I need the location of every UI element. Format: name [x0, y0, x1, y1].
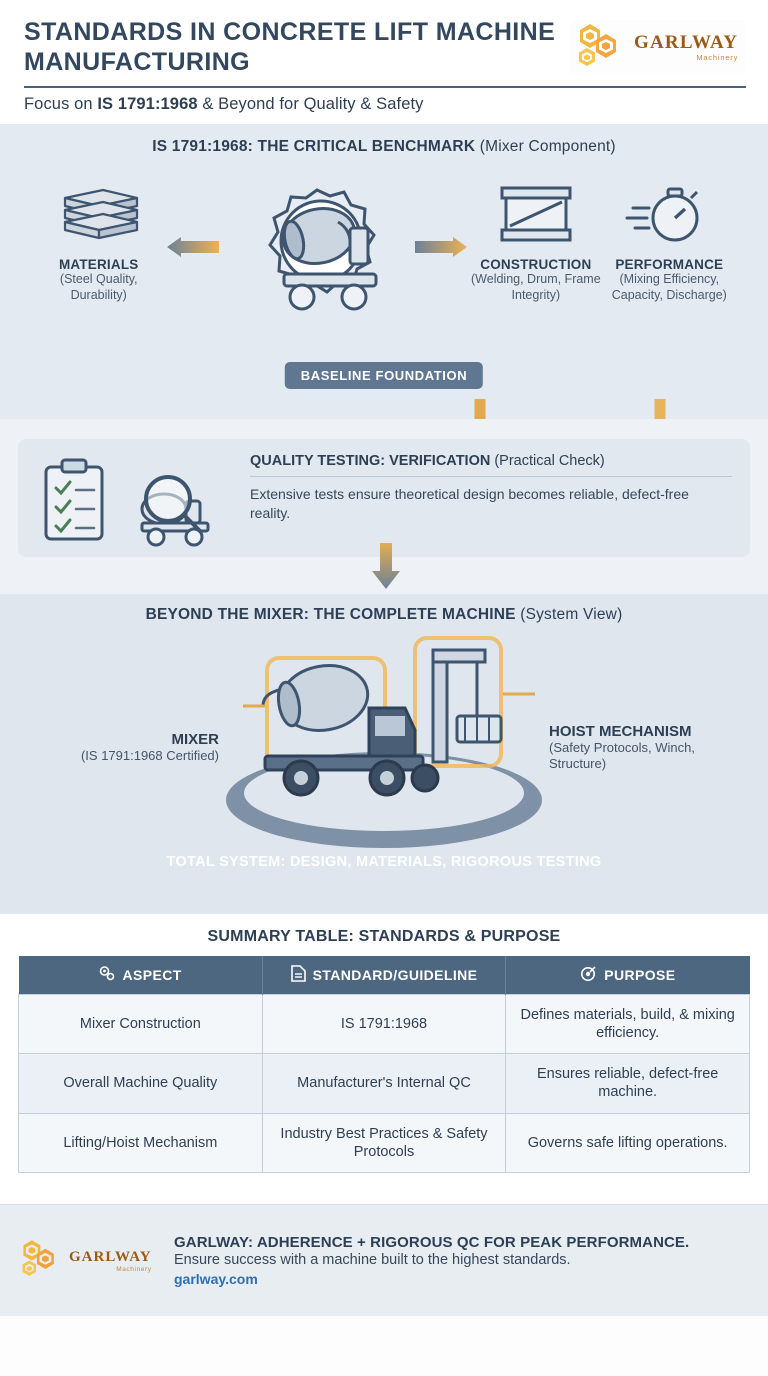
cell-aspect: Lifting/Hoist Mechanism [19, 1113, 263, 1172]
header-divider [24, 86, 746, 88]
footer-hexagon-logo-icon [20, 1238, 64, 1283]
cell-standard: Manufacturer's Internal QC [262, 1054, 506, 1113]
logo-text [634, 33, 738, 62]
stopwatch-icon [623, 235, 715, 252]
quality-title-bold: QUALITY TESTING: VERIFICATION [250, 453, 491, 469]
down-arrow-icon [369, 543, 403, 596]
footer [0, 1204, 768, 1316]
logo-tagline: Machinery [696, 52, 739, 62]
document-icon [291, 965, 306, 985]
column-header-aspect-label: ASPECT [122, 967, 182, 983]
hexagon-logo-icon [576, 22, 628, 73]
table-row [19, 995, 750, 1054]
footer-website-link[interactable]: garlway.com [174, 1271, 258, 1287]
cell-standard: Industry Best Practices & Safety Protocols [262, 1113, 506, 1172]
table-body [19, 995, 750, 1173]
card-divider [250, 476, 732, 477]
hoist-desc: (Safety Protocols, Winch, Structure) [549, 739, 695, 771]
machine-row [0, 624, 768, 865]
pillar-performance-title: PERFORMANCE [615, 257, 724, 272]
cell-purpose: Defines materials, build, & mixing efficiency. [506, 995, 750, 1054]
hoist-title: HOIST MECHANISM [549, 722, 692, 740]
arrow-left-icon [165, 236, 219, 263]
table-row [19, 1113, 750, 1172]
complete-machine-illustration [219, 630, 549, 865]
header-subtitle [24, 95, 746, 114]
column-header-purpose [506, 956, 750, 995]
pillar-performance [603, 178, 736, 303]
section-complete-machine [0, 594, 768, 914]
footer-logo [20, 1238, 160, 1283]
garlway-logo [570, 20, 746, 74]
section-quality-testing [0, 419, 768, 594]
footer-message [174, 1234, 748, 1287]
footer-headline: GARLWAY: ADHERENCE + RIGOROUS QC FOR PEAK PERFORMANCE. [174, 1234, 690, 1251]
mixer-title: MIXER [171, 730, 219, 748]
section-summary-table [0, 914, 768, 1204]
column-header-standard [262, 956, 506, 995]
benchmark-pillars-row [14, 178, 754, 348]
total-system-label: TOTAL SYSTEM: DESIGN, MATERIALS, RIGOROUS TESTING [166, 854, 602, 870]
subtitle-suffix: & Beyond for Quality & Safety [197, 95, 424, 113]
mixer-label-group [18, 731, 219, 764]
cell-purpose: Governs safe lifting operations. [506, 1113, 750, 1172]
pillar-materials-title: MATERIALS [58, 257, 139, 272]
column-header-standard-label: STANDARD/GUIDELINE [312, 967, 478, 983]
logo-wordmark: GARLWAY [634, 31, 739, 53]
pillar-materials [32, 178, 165, 303]
column-header-aspect [19, 956, 263, 995]
cell-purpose: Ensures reliable, defect-free machine. [506, 1054, 750, 1113]
pillar-construction-desc: (Welding, Drum, Frame Integrity) [471, 272, 601, 302]
mixer-gear-illustration [219, 178, 415, 348]
table-header-row [19, 956, 750, 995]
quality-testing-text: Extensive tests ensure theoretical design becomes reliable, defect-free reality. [250, 486, 689, 521]
cell-aspect: Mixer Construction [19, 995, 263, 1054]
quality-title-light: (Practical Check) [490, 453, 605, 469]
machine-heading-light: (System View) [515, 606, 623, 623]
footer-logo-wordmark: GARLWAY [69, 1248, 152, 1265]
summary-table-title: SUMMARY TABLE: STANDARDS & PURPOSE [207, 928, 561, 945]
arrow-right-icon [415, 236, 469, 263]
summary-table [18, 956, 750, 1173]
section-benchmark-heading [14, 138, 754, 156]
subtitle-prefix: Focus on [24, 95, 98, 113]
cell-standard: IS 1791:1968 [262, 995, 506, 1054]
checklist-magnifier-icon [36, 453, 236, 558]
section-benchmark [0, 124, 768, 419]
complete-machine-heading [0, 606, 768, 624]
quality-testing-title [250, 453, 732, 469]
gear-mixer-icon [222, 178, 412, 343]
page-title: STANDARDS IN CONCRETE LIFT MACHINE MANUFACTURING [24, 18, 556, 76]
header [0, 0, 768, 124]
footer-subline: Ensure success with a machine built to the highest standards. [174, 1252, 571, 1268]
pillar-materials-desc: (Steel Quality, Durability) [59, 272, 138, 302]
footer-logo-tagline: Machinery [116, 1265, 152, 1273]
quality-testing-body [250, 453, 732, 523]
column-header-purpose-label: PURPOSE [604, 967, 676, 983]
cell-aspect: Overall Machine Quality [19, 1054, 263, 1113]
table-row [19, 1054, 750, 1113]
quality-testing-card [18, 439, 750, 557]
pillar-construction [469, 178, 602, 303]
pillar-construction-title: CONSTRUCTION [480, 257, 592, 272]
baseline-foundation-badge: BASELINE FOUNDATION [285, 362, 483, 389]
hoist-label-group [549, 723, 750, 773]
benchmark-heading-light: (Mixer Component) [475, 138, 616, 155]
benchmark-heading-bold: IS 1791:1968: THE CRITICAL BENCHMARK [152, 138, 476, 155]
target-icon [580, 965, 597, 985]
subtitle-standard: IS 1791:1968 [97, 95, 198, 113]
pillar-performance-desc: (Mixing Efficiency, Capacity, Discharge) [611, 272, 727, 302]
machine-heading-bold: BEYOND THE MIXER: THE COMPLETE MACHINE [145, 606, 516, 623]
steel-plates-icon [51, 235, 147, 252]
mixer-desc: (IS 1791:1968 Certified) [80, 747, 219, 763]
frame-structure-icon [490, 235, 582, 252]
table-head [19, 956, 750, 995]
gears-icon [98, 965, 115, 985]
footer-logo-text [69, 1249, 152, 1273]
